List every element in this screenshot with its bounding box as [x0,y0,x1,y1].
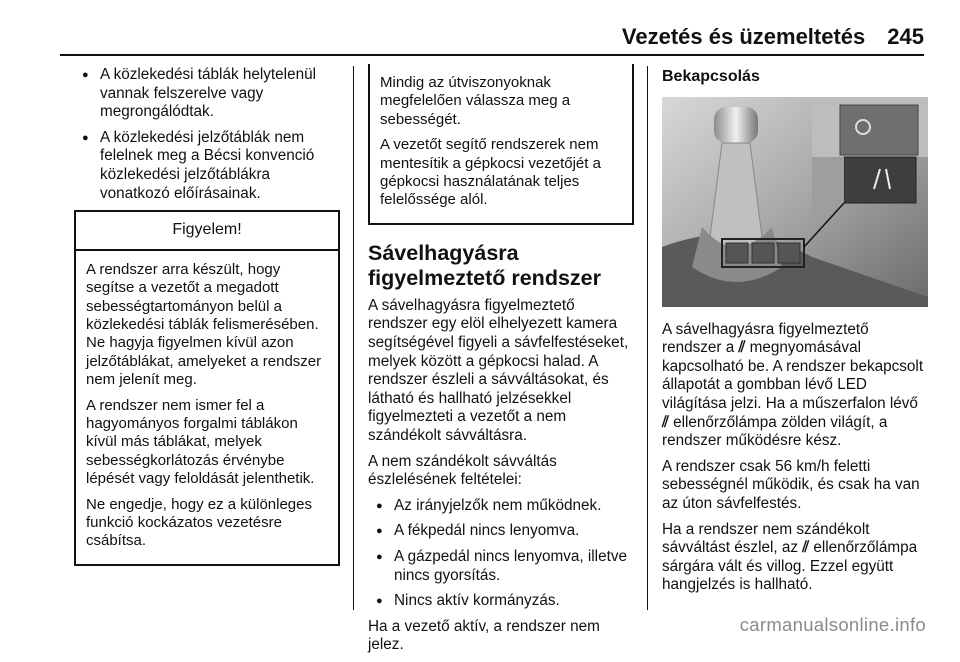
list-item: ● A fékpedál nincs lenyomva. [368,522,634,541]
activation-paragraph: A sávelhagyásra figyelmeztető rendszer a ⫽ megnyomásával kapcsolható be. A rendszer bekapcsolt állapotát a gombban lévő LED világítása jelzi. Ha a műszerfalon lévő ⫽ ellenőrzőlámpa zölden világít, a rendszer működésre kész. [662,320,924,450]
column-1 [74,66,340,566]
list-item: ● A közlekedési jelzőtáblák nem felelnek meg a Bécsi konvenció közlekedési jelzőtáblákra vonatkozó előírásainak. [74,129,340,203]
column-3 [662,66,928,602]
warning-continuation-box [368,64,634,225]
bullet-list [74,66,340,203]
page-number: 245 [887,24,924,49]
list-item: ● Az irányjelzők nem működnek. [368,497,634,516]
warning-body [76,251,338,564]
warning-paragraph: A rendszer nem ismer fel a hagyományos forgalmi táblákon kívül más táblákat, melyek sebességkorlátozás érvénybe lépését vagy feloldását jelenthetik. [86,396,315,488]
note-paragraph: A vezetőt segítő rendszerek nem mentesítik a gépkocsi vezetőjét a gépkocsi használatának teljes felelőssége alól. [380,136,601,209]
list-item: ● A gázpedál nincs lenyomva, illetve nincs gyorsítás. [368,548,634,585]
column-divider-left [353,66,354,610]
lane-departure-icon: ⫽ [802,539,810,557]
lane-departure-icon: ⫽ [738,339,746,357]
warning-box [74,210,340,566]
gear-knob [714,107,758,143]
column-2 [368,66,634,662]
speed-paragraph: A rendszer csak 56 km/h feletti sebességnél működik, és csak ha van az úton sávfelfestés. [662,457,920,512]
intro-paragraph: A sávelhagyásra figyelmeztető rendszer egy elöl elhelyezett kamera segítségével figyeli a sávfelfestéseket, melyek között a gépkocsi halad. A rendszer észleli a sávváltásokat, és látható és hallható jelzésekkel figyelmezteti a vezetőt a nem szándékolt sávváltásra. [368,296,629,444]
console-photo [662,97,928,307]
lane-assist-button [844,157,916,203]
warning-paragraph: Ha a rendszer nem szándékolt sávváltást észlel, az ⫽ ellenőrzőlámpa sárgára vált és villog. Ezzel együtt hangjelzés is hallható. [662,520,918,594]
lane-departure-icon: ⫽ [662,413,669,431]
header-rule [60,54,924,56]
warning-paragraph: Ne engedje, hogy ez a különleges funkció kockázatos vezetésre csábítsa. [86,495,312,550]
header-title: Vezetés és üzemeltetés [621,24,866,49]
console-photo-svg [662,97,928,307]
closing-paragraph: Ha a vezető aktív, a rendszer nem jelez. [368,617,600,654]
conditions-intro: A nem szándékolt sávváltás észlelésének feltételei: [368,452,557,489]
page-header [622,24,924,56]
section-title: Sávelhagyásra figyelmeztető rendszer [368,240,601,290]
conditions-list [368,497,634,611]
warning-paragraph: A rendszer arra készült, hogy segítse a vezetőt a megadott sebességtartományon belül a közlekedési táblák felismerésében. Ne hagyja figyelmen kívül azon jelzőtáblákat, amelyeket a rendszer nem jelenít meg. [86,260,322,389]
column-divider-right [647,66,648,610]
list-item: ● A közlekedési táblák helytelenül vannak felszerelve vagy megrongálódtak. [74,66,340,122]
watermark: carmanualsonline.info [739,614,926,635]
list-item: ● Nincs aktív kormányzás. [368,592,634,611]
note-paragraph: Mindig az útviszonyoknak megfelelően válassza meg a sebességét. [380,74,571,128]
warning-heading: Figyelem! [76,212,338,251]
subheading: Bekapcsolás [662,68,760,85]
